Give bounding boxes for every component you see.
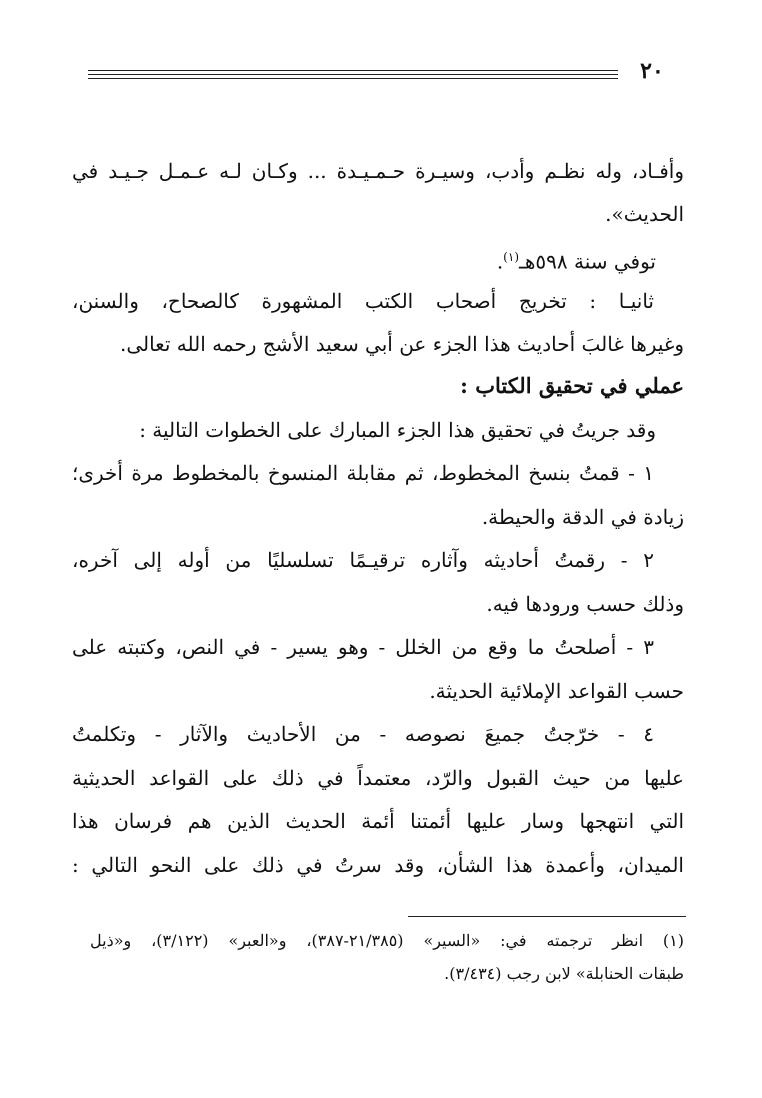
death-line — [497, 243, 656, 276]
header-rule-bottom — [88, 78, 618, 79]
footnote-rule — [408, 916, 686, 917]
body-line-11: وذلك حسب ورودها فيه. — [486, 592, 684, 616]
death-end: . — [496, 249, 504, 274]
body-line-16: التي انتهجها وسار عليها أئمتنا أئمة الحديث الذين هم فرسان هذا — [72, 809, 684, 833]
death-text: توفي سنة ٥٩٨هـ — [519, 249, 656, 274]
footnote-ref: (١) — [503, 250, 519, 264]
footnote-line-1: (١) انظر ترجمته في: «السير» (٢١/٣٨٥-٣٨٧)، و«العبر» (٣/١٢٢)، و«ذيل — [90, 931, 684, 950]
body-line-9: زيادة في الدقة والحيطة. — [481, 505, 684, 529]
body-line-12: ٣ - أصلحتُ ما وقع من الخلل - وهو يسير - في النص، وكتبته على — [72, 635, 654, 659]
body-line-13: حسب القواعد الإملائية الحديثة. — [429, 679, 684, 703]
footnote-line-2: طبقات الحنابلة» لابن رجب (٣/٤٣٤). — [444, 964, 684, 983]
header-rule-top — [88, 70, 618, 71]
header-rule-middle — [88, 74, 618, 75]
body-line-15: عليها من حيث القبول والرّد، معتمداً في ذلك على القواعد الحديثية — [72, 766, 684, 790]
body-line-8: ١ - قمتُ بنسخ المخطوط، ثم مقابلة المنسوخ بالمخطوط مرة أخرى؛ — [72, 461, 654, 485]
body-line-14: ٤ - خرّجتُ جميعَ نصوصه - من الأحاديث والآثار - وتكلمتُ — [72, 722, 654, 746]
section-heading: عملي في تحقيق الكتاب : — [460, 373, 684, 398]
body-line-4: ثانيـا : تخريج أصحاب الكتب المشهورة كالصحاح، والسنن، — [72, 289, 654, 313]
body-line-5: وغيرها غالبَ أحاديث هذا الجزء عن أبي سعيد الأشج رحمه الله تعالى. — [119, 332, 684, 356]
body-line-2: الحديث». — [605, 202, 684, 226]
body-line-17: الميدان، وأعمدة هذا الشأن، وقد سرتُ في ذلك على النحو التالي : — [72, 853, 684, 877]
body-line-7: وقد جريتُ في تحقيق هذا الجزء المبارك على الخطوات التالية : — [139, 418, 656, 442]
body-line-1: وأفـاد، وله نظـم وأدب، وسيـرة حـمـيـدة ... وكـان لـه عـمـل جـيـد في — [72, 159, 684, 183]
page-number: ٢٠ — [640, 58, 664, 84]
body-line-10: ٢ - رقمتُ أحاديثه وآثاره ترقيـمًا تسلسليًا من أوله إلى آخره، — [72, 548, 654, 572]
